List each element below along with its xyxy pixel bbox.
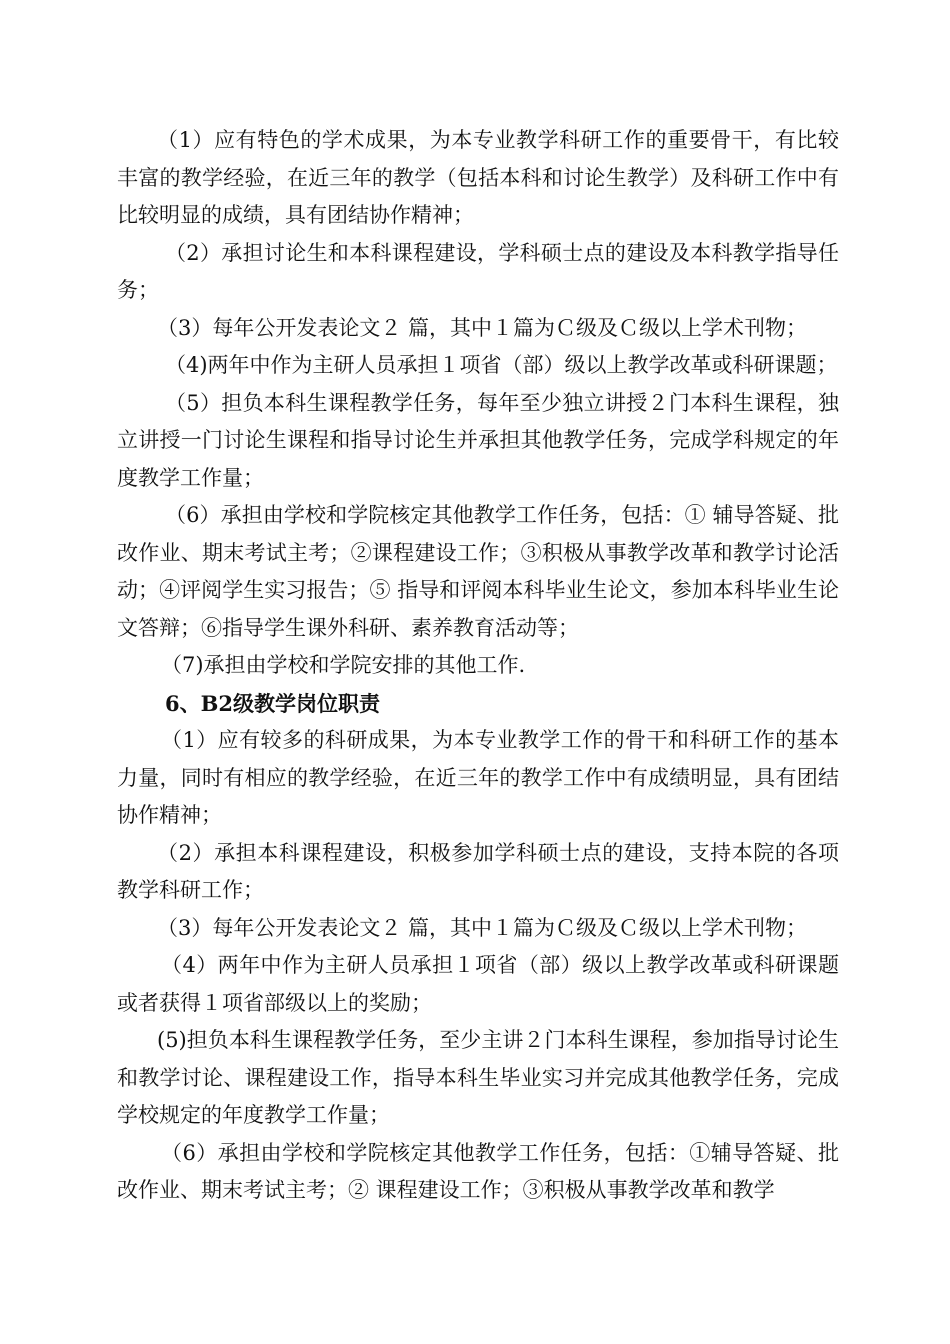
section-paragraph-5: (5)担负本科生课程教学任务，至少主讲２门本科生课程，参加指导讨论生和教学讨论、课程建设工作，指导本科生毕业实习并完成其他教学任务，完成学校规定的年度教学工作量； [117, 1028, 839, 1127]
section-paragraph-3: （3）每年公开发表论文２ 篇，其中１篇为Ｃ级及Ｃ级以上学术刊物； [157, 915, 808, 940]
paragraph-duty-6: （6）承担由学校和学院核定其他教学工作任务，包括：① 辅导答疑、批改作业、期末考试主考；②课程建设工作；③积极从事教学改革和教学讨论活动；④评阅学生实习报告；⑤ 指导和评阅本科毕业生论文，参加本科毕业生论文答辩；⑥指导学生课外科研、素养教育活动等； [117, 503, 839, 640]
section-heading: 6、B2级教学岗位职责 [165, 690, 380, 716]
paragraph-duty-2: （2）承担讨论生和本科课程建设，学科硕士点的建设及本科教学指导任务； [117, 240, 839, 302]
paragraph-duty-3: （3）每年公开发表论文２ 篇，其中１篇为Ｃ级及Ｃ级以上学术刊物； [157, 315, 808, 340]
section-paragraph-6: （6）承担由学校和学院核定其他教学工作任务，包括：①辅导答疑、批改作业、期末考试主考；② 课程建设工作；③积极从事教学改革和教学 [117, 1140, 839, 1202]
paragraph-duty-4: （4)两年中作为主研人员承担１项省（部）级以上教学改革或科研课题； [165, 353, 838, 377]
section-paragraph-4: （4）两年中作为主研人员承担１项省（部）级以上教学改革或科研课题或者获得１项省部级以上的奖励； [117, 953, 839, 1015]
paragraph-duty-7: （7)承担由学校和学院安排的其他工作. [161, 653, 526, 677]
document-body [117, 122, 839, 1210]
section-paragraph-2: （2）承担本科课程建设，积极参加学科硕士点的建设，支持本院的各项教学科研工作； [117, 840, 839, 902]
paragraph-duty-1: （1）应有特色的学术成果，为本专业教学科研工作的重要骨干，有比较丰富的教学经验，在近三年的教学（包括本科和讨论生教学）及科研工作中有比较明显的成绩，具有团结协作精神； [117, 128, 839, 227]
section-paragraph-1: （1）应有较多的科研成果，为本专业教学工作的骨干和科研工作的基本力量，同时有相应的教学经验，在近三年的教学工作中有成绩明显，具有团结协作精神； [117, 728, 839, 827]
paragraph-duty-5: （5）担负本科生课程教学任务，每年至少独立讲授２门本科生课程，独立讲授一门讨论生课程和指导讨论生并承担其他教学任务，完成学科规定的年度教学工作量； [117, 390, 839, 490]
